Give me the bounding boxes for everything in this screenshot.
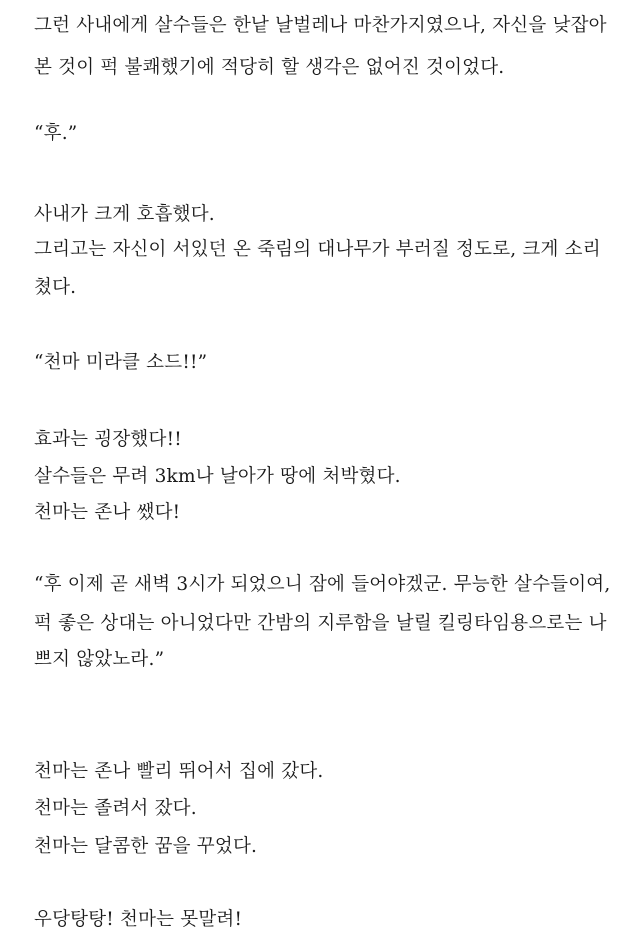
text-line: 그리고는 자신이 서있던 온 죽림의 대나무가 부러질 정도로, 크게 소리 [34,239,601,260]
text-line: 천마는 달콤한 꿈을 꾸었다. [34,836,258,857]
text-line: 쳤다. [34,277,77,298]
text-line: “후 이제 곧 새벽 3시가 되었으니 잠에 들어야겠군. 무능한 살수들이여, [34,574,611,595]
text-line: 천마는 졸려서 잤다. [34,798,197,819]
text-line: 효과는 굉장했다!! [34,429,182,450]
text-line: 본 것이 퍽 불쾌했기에 적당히 할 생각은 없어진 것이었다. [34,57,505,78]
text-line: 살수들은 무려 3km나 날아가 땅에 처박혔다. [34,466,401,487]
text-line: 퍽 좋은 상대는 아니었다만 간밤의 지루함을 날릴 킬링타임용으로는 나 [34,613,607,634]
text-line: 쁘지 않았노라.” [34,649,165,670]
text-line: 우당탕탕! 천마는 못말려! [34,909,243,930]
text-line: “천마 미라클 소드!!” [34,352,208,373]
text-line: 천마는 존나 빨리 뛰어서 집에 갔다. [34,761,324,782]
text-line: 사내가 크게 호흡했다. [34,204,215,225]
text-line: “후.” [34,123,78,144]
text-line: 그런 사내에게 살수들은 한낱 날벌레나 마찬가지였으나, 자신을 낮잡아 [34,15,607,36]
text-line: 천마는 존나 쌨다! [34,502,181,523]
